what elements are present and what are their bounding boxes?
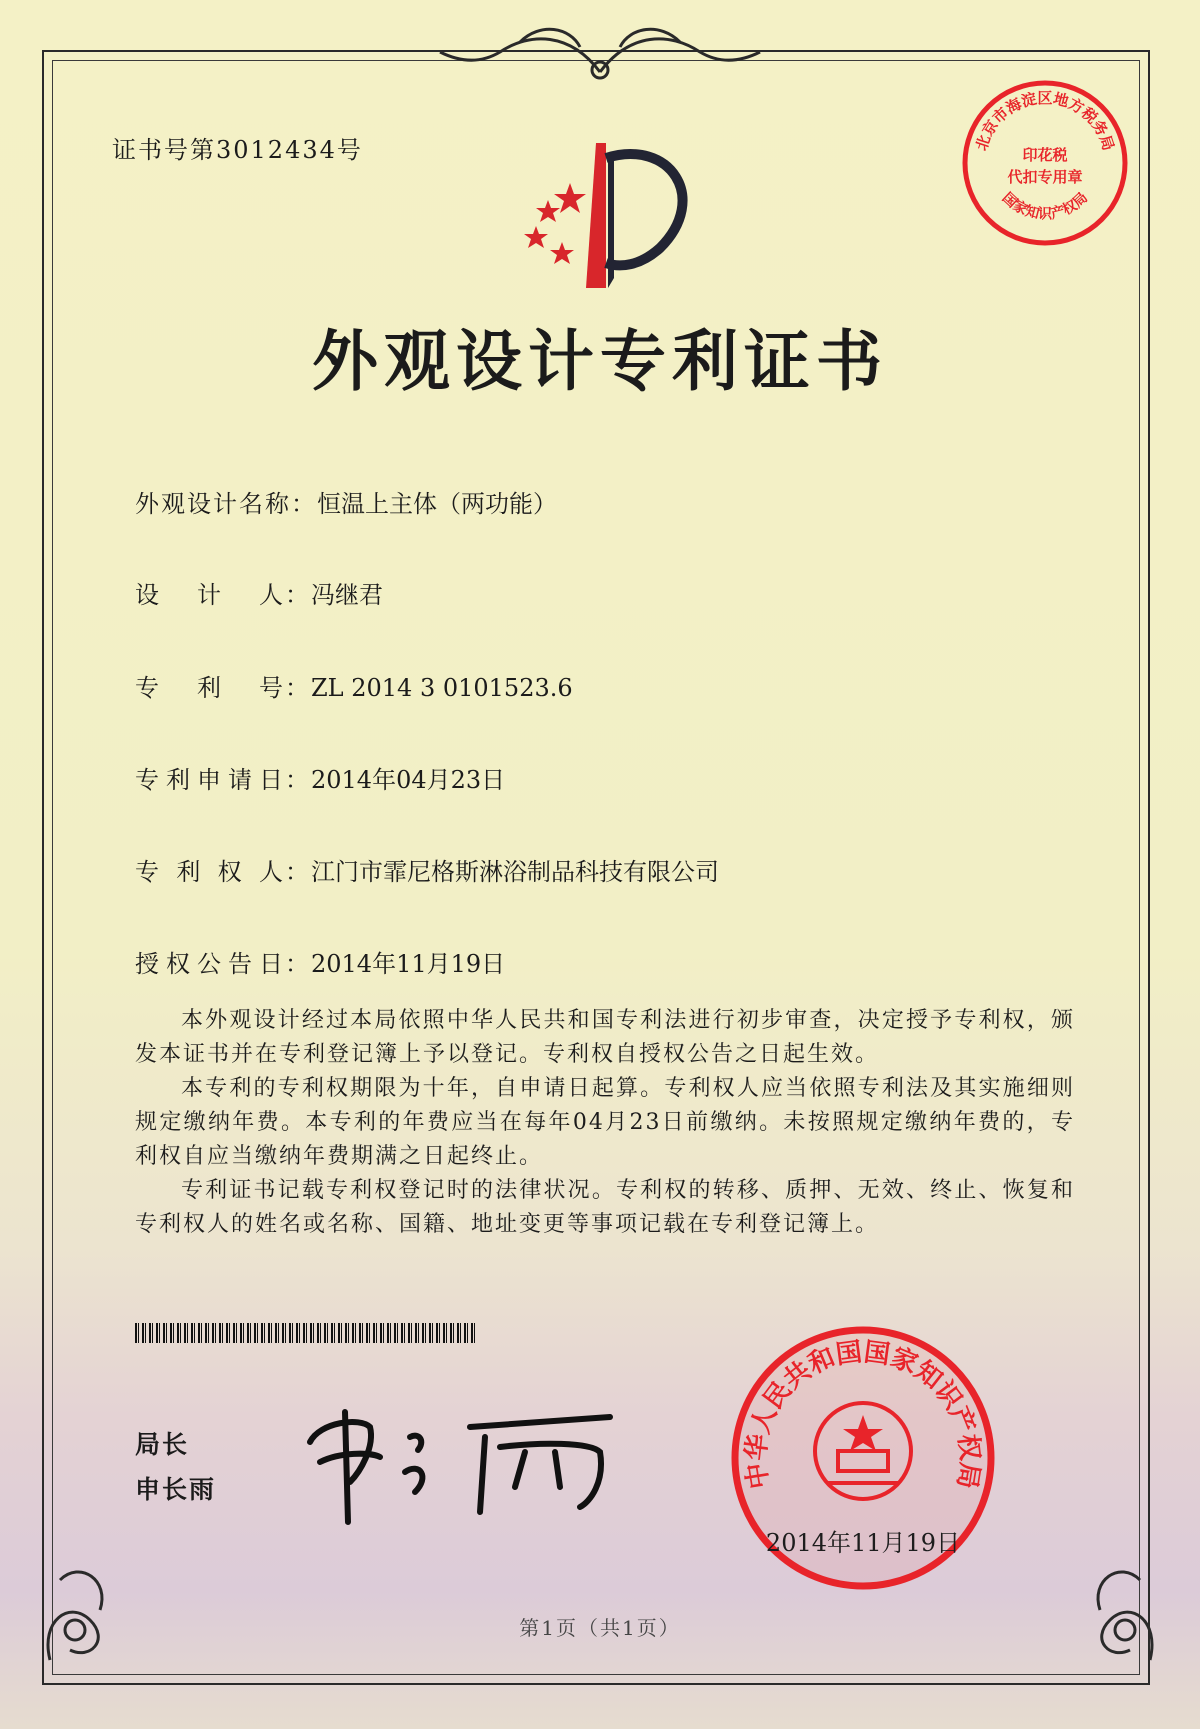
field-value: 2014年11月19日 — [311, 950, 506, 978]
certificate-body — [135, 1004, 1075, 1242]
certificate-title: 外观设计专利证书 — [312, 323, 888, 400]
tax-stamp-bottom-text: 国家知识产权局 — [998, 189, 1092, 223]
field-label: 设计人 — [135, 581, 285, 609]
patent-office-logo — [510, 138, 710, 298]
field-patentee: 专利权人：江门市霏尼格斯淋浴制品科技有限公司 — [135, 852, 719, 887]
field-label: 专利申请日 — [135, 766, 285, 794]
bottom-left-ornament — [30, 1520, 150, 1670]
field-designer: 设计人：冯继君 — [135, 575, 383, 610]
director-name: 申长雨 — [135, 1475, 217, 1504]
field-label: 专利号 — [135, 674, 285, 702]
official-seal-date: 2014年11月19日 — [765, 1529, 961, 1557]
director-signature — [300, 1392, 630, 1532]
field-design-name: 外观设计名称：恒温上主体（两功能） — [135, 484, 557, 519]
tax-stamp-center-line1: 印花税 — [1022, 146, 1068, 164]
field-application-date: 专利申请日：2014年04月23日 — [135, 760, 505, 795]
tax-stamp — [960, 78, 1130, 248]
body-paragraph: 本外观设计经过本局依照中华人民共和国专利法进行初步审查，决定授予专利权，颁发本证书并在专利登记簿上予以登记。专利权自授权公告之日起生效。 — [135, 1008, 1075, 1067]
body-paragraph: 专利证书记载专利权登记时的法律状况。专利权的转移、质押、无效、终止、恢复和专利权人的姓名或名称、国籍、地址变更等事项记载在专利登记簿上。 — [135, 1178, 1075, 1237]
star-icon — [550, 242, 574, 264]
certificate-number: 证书号第3012434号 — [112, 136, 363, 164]
field-label: 专利权人 — [135, 858, 285, 886]
official-seal-ring-text: 中华人民共和国国家知识产权局 — [741, 1337, 985, 1491]
field-value: 恒温上主体（两功能） — [317, 490, 557, 518]
field-label: 授权公告日 — [135, 950, 285, 978]
official-seal — [728, 1323, 998, 1593]
field-value: 冯继君 — [311, 581, 383, 609]
star-icon — [536, 200, 560, 222]
field-grant-date: 授权公告日：2014年11月19日 — [135, 944, 505, 979]
bottom-right-ornament — [1050, 1520, 1170, 1670]
star-icon — [524, 226, 548, 248]
page-number: 第1页（共1页） — [519, 1616, 681, 1640]
field-label: 外观设计名称 — [135, 490, 291, 518]
tax-stamp-center-line2: 代扣专用章 — [1007, 168, 1083, 186]
tax-stamp-ring-text: 北京市海淀区地方税务局 — [972, 89, 1118, 153]
director-title: 局长 — [135, 1430, 190, 1459]
body-paragraph: 本专利的专利权期限为十年，自申请日起算。专利权人应当依照专利法及其实施细则规定缴纳年费。本专利的年费应当在每年04月23日前缴纳。未按照规定缴纳年费的，专利权自应当缴纳年费期满之日起终止。 — [135, 1076, 1075, 1169]
top-ornament — [420, 22, 780, 92]
field-patent-number: 专利号：ZL 2014 3 0101523.6 — [135, 668, 573, 703]
field-value: 2014年04月23日 — [311, 766, 506, 794]
field-value: 江门市霏尼格斯淋浴制品科技有限公司 — [311, 858, 719, 886]
barcode — [135, 1323, 475, 1343]
field-value: ZL 2014 3 0101523.6 — [311, 674, 573, 702]
